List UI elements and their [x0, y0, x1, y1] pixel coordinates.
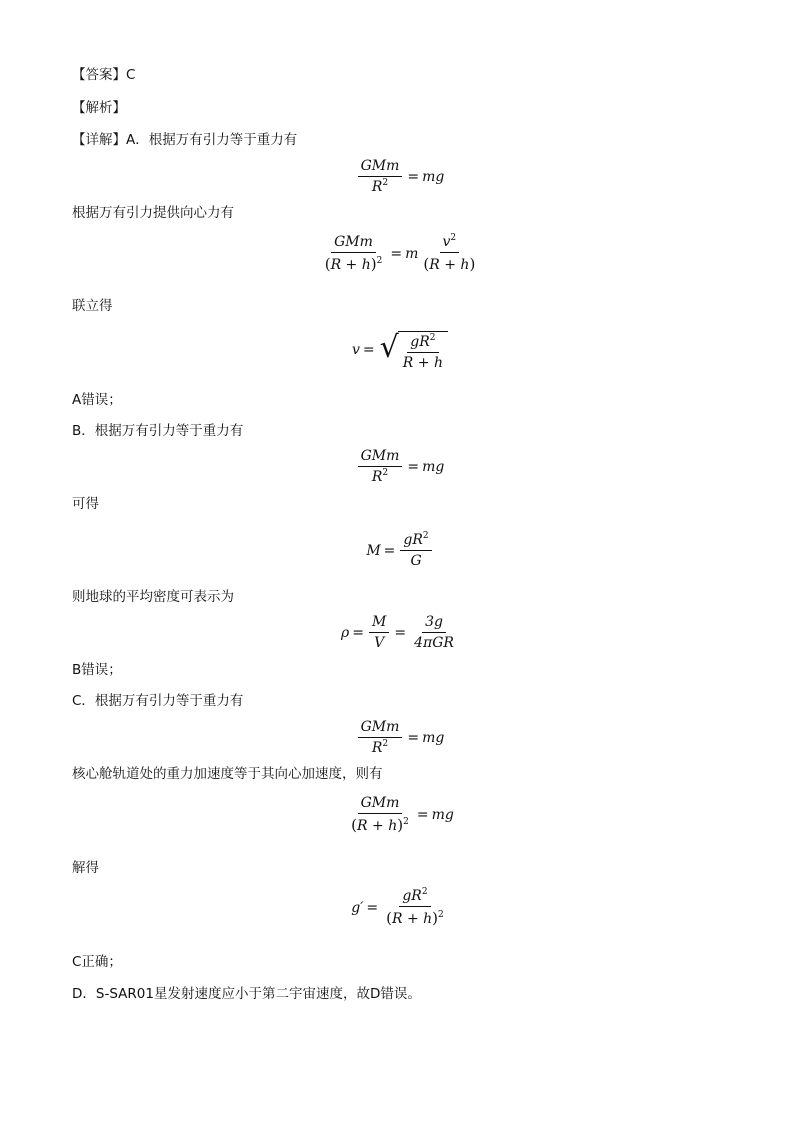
equation-orbit-gravity: $\frac{\text{GMm}}{(R + h)^2}$ = mg [351, 795, 454, 834]
eq-exponent: 2 [382, 178, 389, 188]
eq-m: m [405, 245, 419, 262]
equation-gravity-3: $\frac{\text{GMm}}{R^2}$ = mg [200, 719, 600, 756]
equation-gravity-2: $\frac{\text{GMm}}{R^2}$ = mg [200, 448, 600, 485]
c-correct-text: C正确； [72, 954, 122, 970]
a-wrong-text: A错误； [72, 392, 122, 408]
equation-mass: M = $\frac{gR^2}{G}$ [200, 532, 600, 569]
b-intro-text: B．根据万有引力等于重力有 [72, 423, 244, 439]
eq-v: v [352, 341, 360, 358]
density-text: 则地球的平均密度可表示为 [72, 589, 234, 605]
get-text: 可得 [72, 496, 99, 512]
eq-mg: mg [422, 168, 445, 185]
eq-r: R [371, 179, 383, 195]
eq-numerator: GMm [358, 158, 403, 177]
solve-text: 解得 [72, 860, 99, 876]
analysis-heading: 【解析】 [72, 100, 126, 116]
equation-g-prime: g′ = $\frac{gR^2}{(R + h)^2}$ [351, 887, 444, 927]
equation-gravity-1 [200, 158, 600, 195]
sqrt-symbol: √ $\frac{gR^2}{R + h}$ [380, 328, 448, 371]
equation-velocity: v = √ $\frac{gR^2}{R + h}$ [200, 328, 600, 371]
equation-centripetal: $\frac{\text{GMm}}{(R + h)^2}$ = m $\frac{v^2}{(R + h)}$ [324, 233, 476, 273]
answer-line: 【答案】C [72, 67, 136, 83]
c-intro-text: C．根据万有引力等于重力有 [72, 693, 244, 709]
d-text: D．S-SAR01星发射速度应小于第二宇宙速度，故D错误。 [72, 986, 421, 1002]
centripetal-text: 根据万有引力提供向心力有 [72, 205, 234, 221]
core-module-text: 核心舱轨道处的重力加速度等于其向心加速度，则有 [72, 766, 383, 782]
eq-equals: = [390, 245, 403, 262]
eq-numerator: GMm [331, 234, 376, 253]
detail-a-text: 【详解】A．根据万有引力等于重力有 [72, 132, 298, 148]
b-wrong-text: B错误； [72, 662, 122, 678]
eq-equals: = [407, 168, 420, 185]
equation-density: ρ = $\frac{M}{V}$ = $\frac{3g}{\text{4πGR}}$ [341, 614, 454, 651]
combine-text: 联立得 [72, 298, 113, 314]
